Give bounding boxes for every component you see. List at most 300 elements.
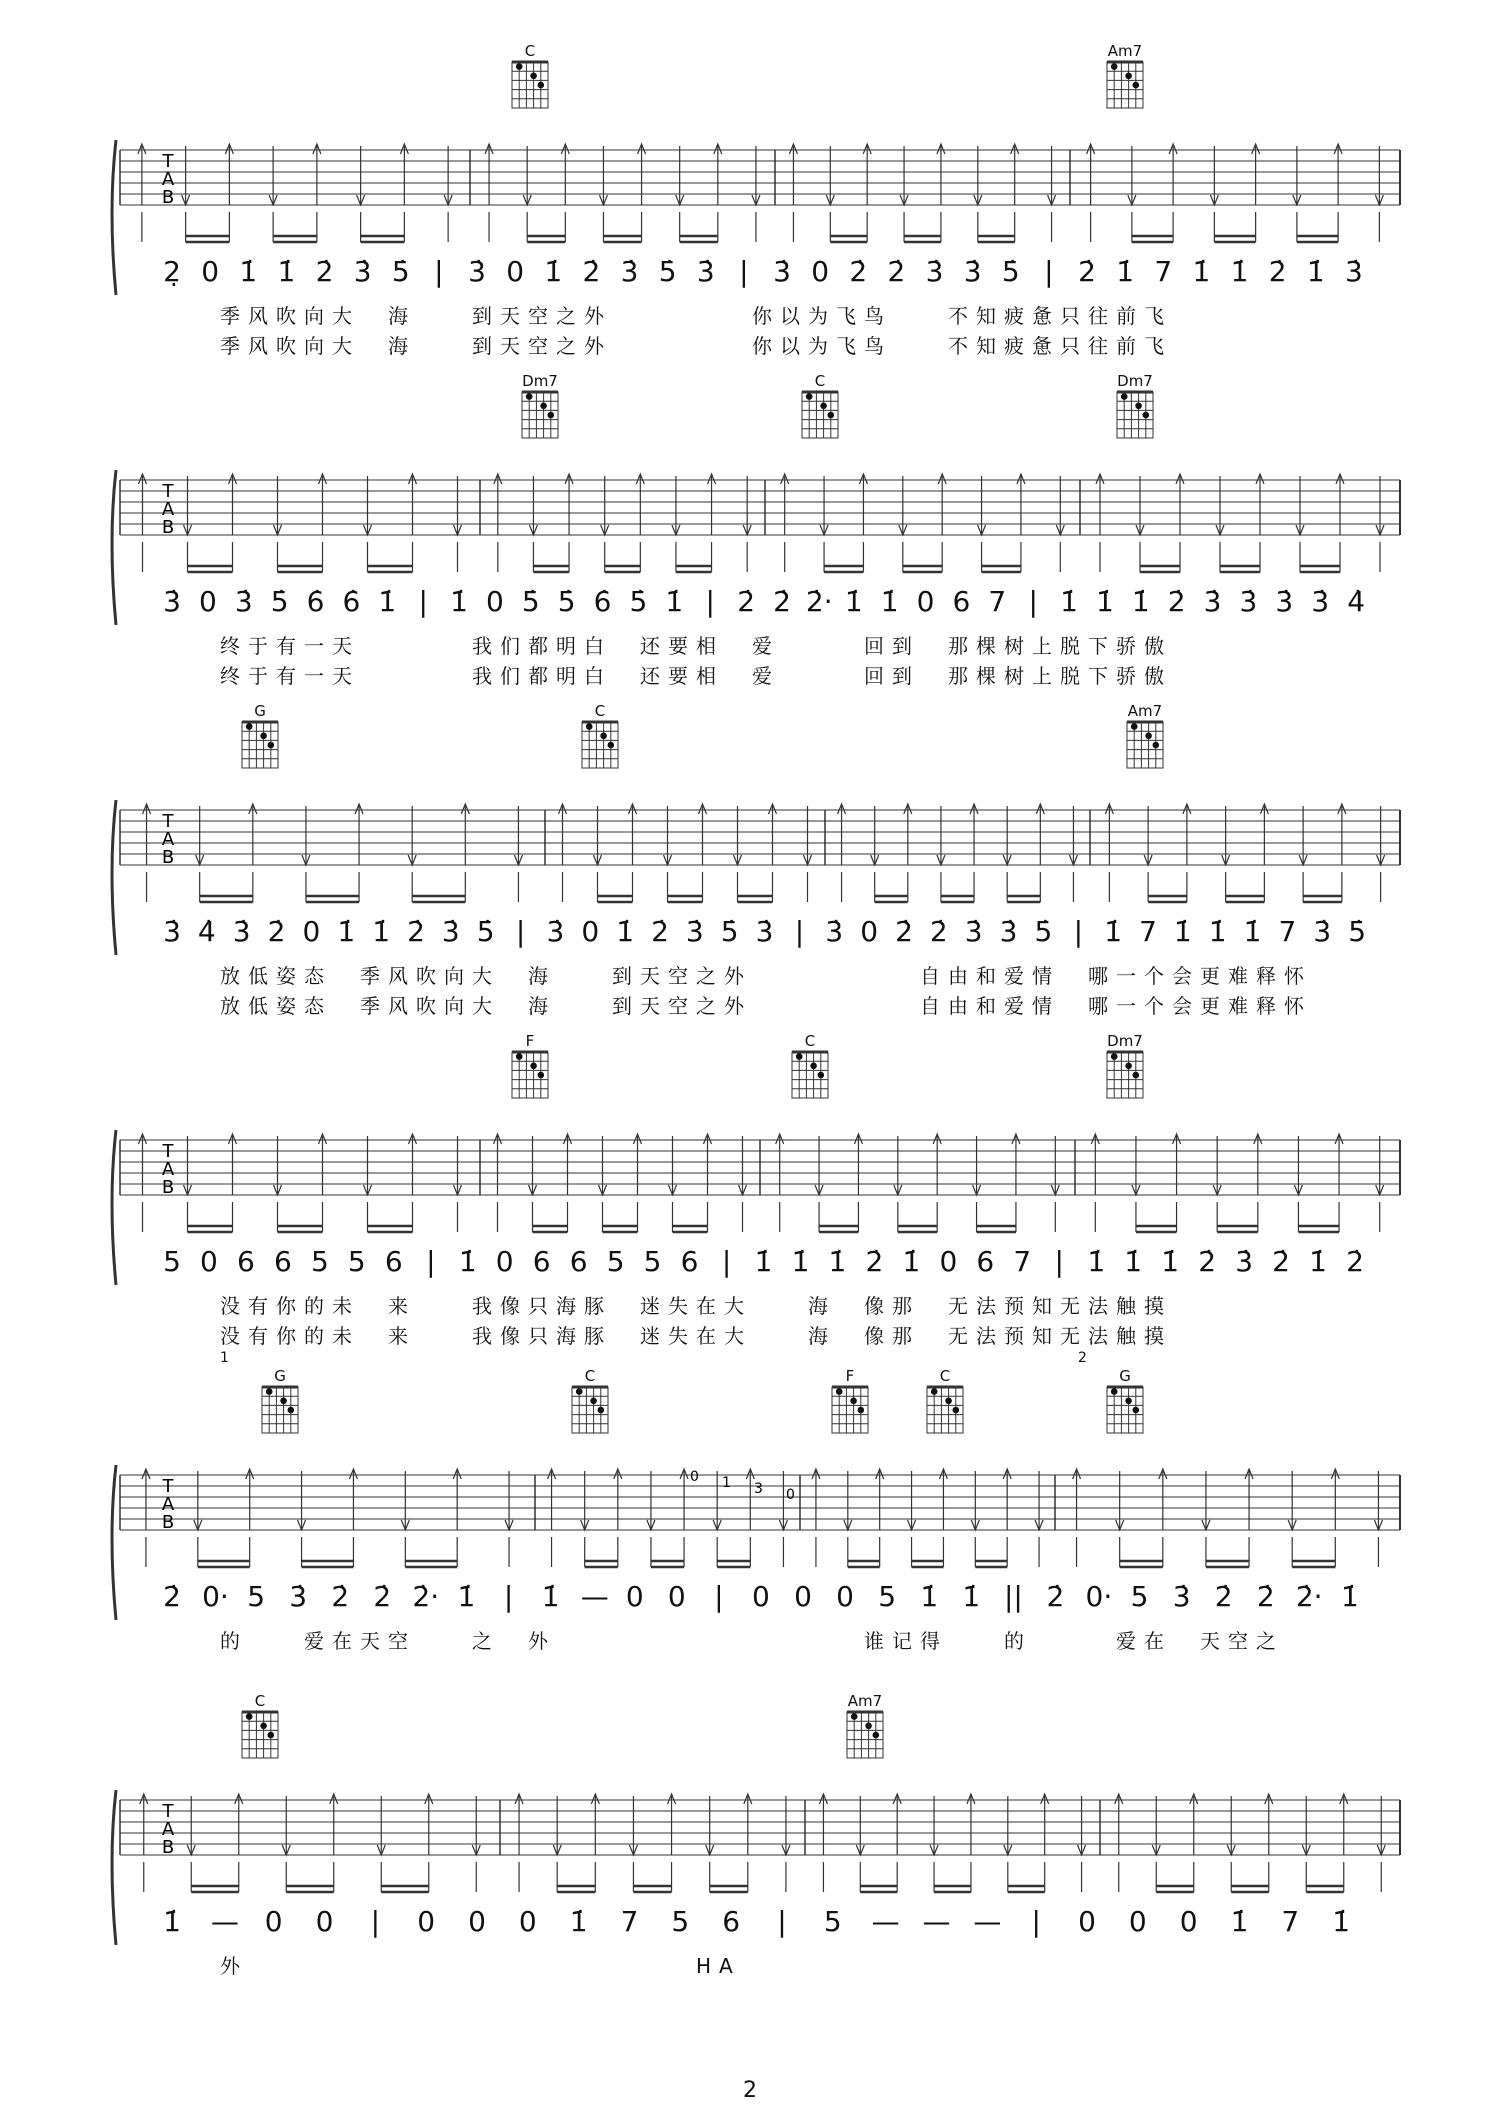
jianpu-note: 4̇ bbox=[1347, 585, 1366, 618]
jianpu-note: 3̇ bbox=[1311, 585, 1330, 618]
jianpu-note: 3̇ bbox=[964, 915, 983, 948]
jianpu-note: 2̇ bbox=[1268, 255, 1287, 288]
chord-finger-dot bbox=[1145, 733, 1152, 740]
chord-finger-dot bbox=[836, 1388, 843, 1395]
jianpu-note: 1̇ bbox=[920, 1580, 939, 1613]
jianpu-note: 2̇ bbox=[267, 915, 286, 948]
jianpu-note: 1̇ bbox=[544, 255, 563, 288]
jianpu-note: 1̇ bbox=[962, 1580, 981, 1613]
chord-name: C bbox=[804, 1032, 816, 1050]
tab-clef-letter: A bbox=[161, 1159, 175, 1180]
system-bracket bbox=[112, 470, 116, 625]
jianpu-note: 0 bbox=[1179, 1905, 1198, 1938]
chord-finger-dot bbox=[1111, 1053, 1118, 1060]
jianpu-note: 3̇ bbox=[825, 915, 844, 948]
tab-clef-letter: B bbox=[161, 847, 175, 868]
chord-finger-dot bbox=[1153, 742, 1160, 749]
jianpu-note: 2̇ bbox=[407, 915, 425, 948]
chord-finger-dot bbox=[288, 1407, 295, 1414]
jianpu-note: 3̇ bbox=[163, 915, 181, 948]
measure-bar: | bbox=[721, 1245, 732, 1278]
jianpu-note: 1̇ bbox=[1096, 585, 1114, 618]
tab-fret-number: 3 bbox=[754, 1481, 763, 1497]
measure-bar: || bbox=[1003, 1580, 1023, 1613]
jianpu-note: 1̇ bbox=[1332, 1905, 1351, 1938]
chord-name: Am7 bbox=[847, 1692, 883, 1710]
jianpu-note: 3̇ bbox=[685, 915, 704, 948]
jianpu-note: 1̇ bbox=[902, 1245, 921, 1278]
jianpu-note: 1̇ bbox=[844, 585, 863, 618]
jianpu-note: 1̇ bbox=[1309, 1245, 1327, 1278]
chord-finger-dot bbox=[1135, 403, 1142, 410]
jianpu-note: 3̇ bbox=[163, 585, 181, 618]
jianpu-note: 1̇ bbox=[378, 585, 397, 618]
measure-bar: | bbox=[739, 255, 749, 288]
tab-clef-letter: T bbox=[162, 1476, 174, 1497]
lyric-line: 季风吹向大 海 到天空之外 你以为飞鸟 不知疲惫只往前飞 bbox=[220, 304, 1172, 328]
chord-name: G bbox=[254, 702, 266, 720]
tab-clef-letter: T bbox=[162, 1801, 174, 1822]
jianpu-note: 6 bbox=[680, 1245, 699, 1278]
chord-finger-dot bbox=[820, 403, 827, 410]
lyric-line: 季风吹向大 海 到天空之外 你以为飞鸟 不知疲惫只往前飞 bbox=[220, 334, 1172, 358]
measure-bar: | bbox=[1054, 1245, 1064, 1278]
jianpu-note: 6 bbox=[976, 1245, 995, 1278]
jianpu-note: 1̇ bbox=[458, 1245, 477, 1278]
chord-name: Dm7 bbox=[1117, 372, 1153, 390]
jianpu-note: 1̇ bbox=[1341, 1580, 1359, 1613]
jianpu-note: 1̇ bbox=[1208, 915, 1227, 948]
chord-finger-dot bbox=[540, 403, 547, 410]
jianpu-note: 3̇ bbox=[1235, 1245, 1254, 1278]
jianpu-note: 7 bbox=[1139, 915, 1157, 948]
jianpu-note: 4̇ bbox=[197, 915, 216, 948]
jianpu-note: 3̇ bbox=[755, 915, 774, 948]
jianpu-note: — bbox=[922, 1905, 951, 1938]
chord-finger-dot bbox=[260, 1723, 267, 1730]
system-bracket bbox=[112, 1465, 116, 1620]
jianpu-note: 3̇ bbox=[234, 585, 253, 618]
chord-finger-dot bbox=[1125, 73, 1132, 80]
jianpu-note: 0 bbox=[860, 915, 879, 948]
jianpu-note: 1̇ bbox=[457, 1580, 476, 1613]
jianpu-note: 2̇ bbox=[315, 255, 334, 288]
chord-finger-dot bbox=[828, 412, 835, 419]
jianpu-note: 2̇ bbox=[773, 585, 791, 618]
jianpu-note: 5 bbox=[347, 1245, 366, 1278]
measure-bar: | bbox=[1044, 255, 1054, 288]
jianpu-note: 0 bbox=[581, 915, 600, 948]
jianpu-note: 0 bbox=[916, 585, 935, 618]
jianpu-note: 1̇ bbox=[616, 915, 635, 948]
jianpu-note: 0 bbox=[1128, 1905, 1147, 1938]
jianpu-note: 3̇ bbox=[289, 1580, 308, 1613]
jianpu-note: 2̇ bbox=[929, 915, 948, 948]
chord-finger-dot bbox=[1133, 1072, 1140, 1079]
jianpu-note: 0 bbox=[518, 1905, 537, 1938]
system-bracket bbox=[112, 140, 116, 295]
chord-finger-dot bbox=[1111, 63, 1118, 70]
chord-finger-dot bbox=[586, 723, 593, 730]
chord-finger-dot bbox=[1133, 82, 1140, 89]
jianpu-note: 6̇ bbox=[342, 585, 361, 618]
jianpu-note: 1̇ bbox=[239, 255, 258, 288]
jianpu-note: 2̇ bbox=[737, 585, 756, 618]
tab-clef-letter: B bbox=[161, 1512, 175, 1533]
jianpu-note: 6 bbox=[384, 1245, 403, 1278]
chord-finger-dot bbox=[608, 742, 615, 749]
tab-clef-letter: A bbox=[161, 829, 175, 850]
tab-clef-letter: B bbox=[161, 1837, 175, 1858]
chord-name: G bbox=[1119, 1367, 1131, 1385]
jianpu-note: — bbox=[871, 1905, 900, 1938]
chord-name: Dm7 bbox=[1107, 1032, 1143, 1050]
lyric-line: 没有你的未 来 我像只海豚 迷失在大 海 像那 无法预知无法触摸 bbox=[220, 1294, 1172, 1318]
jianpu-note: 6 bbox=[722, 1905, 741, 1938]
measure-bar: | bbox=[503, 1580, 514, 1613]
jianpu-note: 1̇ bbox=[450, 585, 468, 618]
measure-bar: | bbox=[1031, 1905, 1041, 1938]
tab-clef-letter: T bbox=[162, 1141, 174, 1162]
tab-clef-letter: T bbox=[162, 481, 174, 502]
chord-name: C bbox=[814, 372, 826, 390]
jianpu-note: 0 bbox=[1078, 1905, 1096, 1938]
jianpu-note: 5̇ bbox=[476, 915, 495, 948]
jianpu-note: 5̇ bbox=[629, 585, 648, 618]
chord-finger-dot bbox=[796, 1053, 803, 1060]
jianpu-note: 2̇ bbox=[1346, 1245, 1364, 1278]
volta-2-label: 2 bbox=[1078, 1350, 1087, 1366]
chord-finger-dot bbox=[1111, 1388, 1118, 1395]
jianpu-note: 1̇ bbox=[337, 915, 356, 948]
chord-finger-dot bbox=[280, 1398, 287, 1405]
chord-name: C bbox=[939, 1367, 951, 1385]
tab-clef-letter: B bbox=[161, 1177, 175, 1198]
tab-clef-letter: A bbox=[161, 1819, 175, 1840]
jianpu-note: 2̇ bbox=[895, 915, 913, 948]
jianpu-note: 2̇ bbox=[849, 255, 868, 288]
jianpu-note: 1̇ bbox=[569, 1905, 588, 1938]
jianpu-note: 5̇ bbox=[557, 585, 576, 618]
jianpu-note: 5 bbox=[671, 1905, 690, 1938]
jianpu-note: 3̇ bbox=[232, 915, 251, 948]
jianpu-note: 3̇ bbox=[1203, 585, 1222, 618]
jianpu-note: 3̇ bbox=[696, 255, 715, 288]
chord-finger-dot bbox=[516, 1053, 523, 1060]
chord-name: C bbox=[594, 702, 606, 720]
jianpu-note: 2̇ bbox=[331, 1580, 350, 1613]
system-bracket bbox=[112, 1790, 116, 1945]
jianpu-note: 0 bbox=[836, 1580, 854, 1613]
chord-finger-dot bbox=[530, 1063, 537, 1070]
jianpu-note: 2̇ bbox=[1214, 1580, 1233, 1613]
jianpu-note: 2̇ bbox=[1272, 1245, 1290, 1278]
jianpu-note: 5̇ bbox=[1001, 255, 1020, 288]
jianpu-note: 2̇ bbox=[1256, 1580, 1275, 1613]
chord-name: Dm7 bbox=[522, 372, 558, 390]
jianpu-note: 0 bbox=[486, 585, 504, 618]
jianpu-note: 5 bbox=[878, 1580, 897, 1613]
jianpu-note: 2̇ bbox=[163, 1580, 181, 1613]
jianpu-note: 2̇ bbox=[373, 1580, 392, 1613]
jianpu-note: 1̇ bbox=[828, 1245, 847, 1278]
jianpu-note: 1̇ bbox=[754, 1245, 773, 1278]
jianpu-note: 0 bbox=[811, 255, 830, 288]
chord-finger-dot bbox=[818, 1072, 825, 1079]
chord-finger-dot bbox=[516, 63, 523, 70]
jianpu-note: 1̇ bbox=[1124, 1245, 1143, 1278]
chord-finger-dot bbox=[945, 1398, 952, 1405]
chord-finger-dot bbox=[1143, 412, 1150, 419]
jianpu-note: 2̇· bbox=[412, 1580, 440, 1613]
jianpu-note: 1̇ bbox=[163, 1905, 181, 1938]
system-bracket bbox=[112, 1130, 116, 1285]
jianpu-note: 5 bbox=[310, 1245, 329, 1278]
jianpu-note: 3̇ bbox=[999, 915, 1018, 948]
jianpu-note: 7 bbox=[988, 585, 1007, 618]
volta-1-label: 1 bbox=[220, 1350, 229, 1366]
chord-finger-dot bbox=[1121, 393, 1128, 400]
chord-finger-dot bbox=[851, 1713, 858, 1720]
jianpu-note: 1̇ bbox=[1306, 255, 1325, 288]
lyric-line: 放低姿态 季风吹向大 海 到天空之外 自由和爱情 哪一个会更难释怀 bbox=[220, 964, 1312, 988]
chord-finger-dot bbox=[953, 1407, 960, 1414]
jianpu-note: 3̇ bbox=[468, 255, 486, 288]
jianpu-note: 1̇ bbox=[1131, 585, 1150, 618]
lyric-line: 没有你的未 来 我像只海豚 迷失在大 海 像那 无法预知无法触摸 bbox=[220, 1324, 1172, 1348]
jianpu-note: 1̇ bbox=[277, 255, 296, 288]
jianpu-note: 7 bbox=[1278, 915, 1297, 948]
measure-bar: | bbox=[705, 585, 715, 618]
jianpu-note: 5̇ bbox=[270, 585, 289, 618]
measure-bar: | bbox=[777, 1905, 787, 1938]
jianpu-note: 3̇ bbox=[620, 255, 639, 288]
jianpu-note: — bbox=[973, 1905, 1002, 1938]
jianpu-note: 0 bbox=[939, 1245, 958, 1278]
chord-name: F bbox=[525, 1032, 535, 1050]
lyric-line: 的 爱在天空 之 外 谁记得 的 爱在 天空之 bbox=[220, 1629, 1284, 1653]
jianpu-note: 0 bbox=[468, 1905, 486, 1938]
jianpu-note: 2̣ bbox=[163, 255, 181, 288]
jianpu-note: 1̇ bbox=[1173, 915, 1192, 948]
jianpu-note: 6 bbox=[273, 1245, 292, 1278]
jianpu-note: 5 bbox=[163, 1245, 181, 1278]
jianpu-note: 0 bbox=[264, 1905, 283, 1938]
jianpu-note: 1̇ bbox=[1104, 915, 1123, 948]
jianpu-note: 0 bbox=[752, 1580, 770, 1613]
jianpu-note: 3̇ bbox=[1239, 585, 1258, 618]
page-number: 2 bbox=[743, 2078, 757, 2103]
chord-name: G bbox=[274, 1367, 286, 1385]
measure-bar: | bbox=[434, 255, 444, 288]
jianpu-note: 0 bbox=[506, 255, 525, 288]
chord-finger-dot bbox=[548, 412, 555, 419]
jianpu-note: 0 bbox=[201, 255, 220, 288]
jianpu-note: 2̇ bbox=[1198, 1245, 1217, 1278]
jianpu-note: 3̇ bbox=[1172, 1580, 1191, 1613]
jianpu-note: 2̇ bbox=[865, 1245, 884, 1278]
chord-name: C bbox=[584, 1367, 596, 1385]
jianpu-note: 1̇ bbox=[880, 585, 899, 618]
jianpu-note: 7 bbox=[1154, 255, 1173, 288]
jianpu-note: 0· bbox=[202, 1580, 229, 1613]
chord-finger-dot bbox=[850, 1398, 857, 1405]
jianpu-note: 0 bbox=[495, 1245, 514, 1278]
jianpu-note: 1̇ bbox=[1087, 1245, 1106, 1278]
jianpu-note: 5 bbox=[1130, 1580, 1149, 1613]
jianpu-note: 6 bbox=[952, 585, 971, 618]
measure-bar: | bbox=[794, 915, 805, 948]
jianpu-note: 0 bbox=[667, 1580, 686, 1613]
chord-finger-dot bbox=[931, 1388, 938, 1395]
jianpu-note: 2̇· bbox=[805, 585, 833, 618]
jianpu-note: 2̇ bbox=[582, 255, 601, 288]
jianpu-note: 0 bbox=[198, 585, 217, 618]
chord-finger-dot bbox=[865, 1723, 872, 1730]
measure-bar: | bbox=[426, 1245, 436, 1278]
jianpu-note: 2̇ bbox=[1046, 1580, 1065, 1613]
jianpu-note: 2̇ bbox=[1167, 585, 1186, 618]
jianpu-note: 1̇ bbox=[665, 585, 684, 618]
tab-clef-letter: A bbox=[161, 499, 175, 520]
jianpu-note: 0 bbox=[200, 1245, 218, 1278]
lyric-line: 放低姿态 季风吹向大 海 到天空之外 自由和爱情 哪一个会更难释怀 bbox=[220, 994, 1312, 1018]
lyric-line: 终于有一天 我们都明白 还要相 爱 回到 那棵树上脱下骄傲 bbox=[220, 634, 1172, 658]
chord-finger-dot bbox=[1133, 1407, 1140, 1414]
jianpu-note: 0 bbox=[302, 915, 321, 948]
tab-clef-letter: A bbox=[161, 169, 175, 190]
jianpu-note: 1̇ bbox=[1116, 255, 1135, 288]
chord-finger-dot bbox=[246, 723, 253, 730]
jianpu-note: 3̇ bbox=[963, 255, 982, 288]
jianpu-note: 0 bbox=[417, 1905, 436, 1938]
jianpu-note: 6 bbox=[237, 1245, 255, 1278]
jianpu-note: 1̇ bbox=[1230, 255, 1249, 288]
jianpu-note: 5 bbox=[823, 1905, 842, 1938]
chord-name: Am7 bbox=[1107, 42, 1143, 60]
jianpu-note: 6 bbox=[532, 1245, 551, 1278]
jianpu-note: 2̇ bbox=[1078, 255, 1096, 288]
jianpu-note: 1̇ bbox=[1230, 1905, 1249, 1938]
jianpu-note: 3̇ bbox=[353, 255, 372, 288]
jianpu-note: 5̇ bbox=[1348, 915, 1367, 948]
chord-finger-dot bbox=[538, 1072, 545, 1079]
chord-finger-dot bbox=[538, 82, 545, 89]
jianpu-note: 6 bbox=[569, 1245, 588, 1278]
measure-bar: | bbox=[418, 585, 428, 618]
chord-finger-dot bbox=[810, 1063, 817, 1070]
measure-bar: | bbox=[515, 915, 526, 948]
jianpu-note: 0· bbox=[1085, 1580, 1113, 1613]
jianpu-note: 3̇ bbox=[1275, 585, 1294, 618]
tab-clef-letter: T bbox=[162, 811, 174, 832]
jianpu-note: 0 bbox=[315, 1905, 334, 1938]
measure-bar: | bbox=[1073, 915, 1083, 948]
lyric-line: 外 HA bbox=[220, 1954, 741, 1978]
chord-finger-dot bbox=[260, 733, 267, 740]
jianpu-note: 3̇ bbox=[441, 915, 460, 948]
tab-fret-number: 0 bbox=[690, 1469, 699, 1485]
jianpu-note: 5̇ bbox=[521, 585, 540, 618]
jianpu-note: 6̇ bbox=[306, 585, 325, 618]
jianpu-note: 3̇ bbox=[925, 255, 944, 288]
system-bracket bbox=[112, 800, 116, 955]
jianpu-note: 2̇ bbox=[651, 915, 669, 948]
jianpu-note: 3̇ bbox=[1313, 915, 1332, 948]
jianpu-note: 0 bbox=[794, 1580, 812, 1613]
jianpu-note: — bbox=[210, 1905, 239, 1938]
chord-finger-dot bbox=[590, 1398, 597, 1405]
jianpu-note: 5̇ bbox=[658, 255, 677, 288]
measure-bar: | bbox=[1028, 585, 1038, 618]
chord-finger-dot bbox=[576, 1388, 583, 1395]
jianpu-note: 3̇ bbox=[546, 915, 565, 948]
jianpu-note: 3̇ bbox=[1344, 255, 1363, 288]
tab-clef-letter: T bbox=[162, 151, 174, 172]
chord-name: C bbox=[254, 1692, 266, 1710]
jianpu-note: — bbox=[580, 1580, 609, 1613]
jianpu-note: 5̇ bbox=[720, 915, 739, 948]
tab-clef-letter: A bbox=[161, 1494, 175, 1515]
chord-finger-dot bbox=[266, 1388, 273, 1395]
jianpu-note: 3̇ bbox=[773, 255, 791, 288]
chord-name: C bbox=[524, 42, 536, 60]
lyric-line: 终于有一天 我们都明白 还要相 爱 回到 那棵树上脱下骄傲 bbox=[220, 664, 1172, 688]
jianpu-note: 1̇ bbox=[541, 1580, 560, 1613]
chord-name: F bbox=[845, 1367, 855, 1385]
chord-finger-dot bbox=[526, 393, 533, 400]
jianpu-note: 1̇ bbox=[1243, 915, 1262, 948]
jianpu-note: 6̇ bbox=[593, 585, 612, 618]
chord-finger-dot bbox=[530, 73, 537, 80]
tab-clef-letter: B bbox=[161, 187, 175, 208]
jianpu-note: 5̇ bbox=[1034, 915, 1053, 948]
jianpu-note: 7 bbox=[1281, 1905, 1300, 1938]
jianpu-note: 1̇ bbox=[791, 1245, 810, 1278]
jianpu-note: 0 bbox=[625, 1580, 644, 1613]
jianpu-note: 5̇ bbox=[391, 255, 410, 288]
jianpu-note: 5 bbox=[247, 1580, 266, 1613]
chord-finger-dot bbox=[268, 742, 275, 749]
tab-clef-letter: B bbox=[161, 517, 175, 538]
chord-finger-dot bbox=[1125, 1063, 1132, 1070]
chord-finger-dot bbox=[873, 1732, 880, 1739]
chord-finger-dot bbox=[1125, 1398, 1132, 1405]
chord-name: Am7 bbox=[1127, 702, 1163, 720]
chord-finger-dot bbox=[246, 1713, 253, 1720]
measure-bar: | bbox=[370, 1905, 381, 1938]
tab-fret-number: 1 bbox=[722, 1475, 731, 1491]
chord-finger-dot bbox=[268, 1732, 275, 1739]
chord-finger-dot bbox=[806, 393, 813, 400]
chord-finger-dot bbox=[598, 1407, 605, 1414]
jianpu-note: 2̇ bbox=[887, 255, 906, 288]
jianpu-note: 1̇ bbox=[372, 915, 391, 948]
jianpu-note: 5 bbox=[643, 1245, 662, 1278]
jianpu-note: 2̇· bbox=[1295, 1580, 1323, 1613]
jianpu-note: 5 bbox=[606, 1245, 625, 1278]
tab-fret-number: 0 bbox=[786, 1487, 795, 1503]
jianpu-note: 1̇ bbox=[1192, 255, 1211, 288]
jianpu-note: 1̇ bbox=[1060, 585, 1078, 618]
chord-finger-dot bbox=[858, 1407, 865, 1414]
chord-finger-dot bbox=[1131, 723, 1138, 730]
measure-bar: | bbox=[714, 1580, 724, 1613]
jianpu-note: 7 bbox=[620, 1905, 639, 1938]
chord-finger-dot bbox=[600, 733, 607, 740]
jianpu-note: 1̇ bbox=[1161, 1245, 1180, 1278]
jianpu-note: 7 bbox=[1013, 1245, 1032, 1278]
